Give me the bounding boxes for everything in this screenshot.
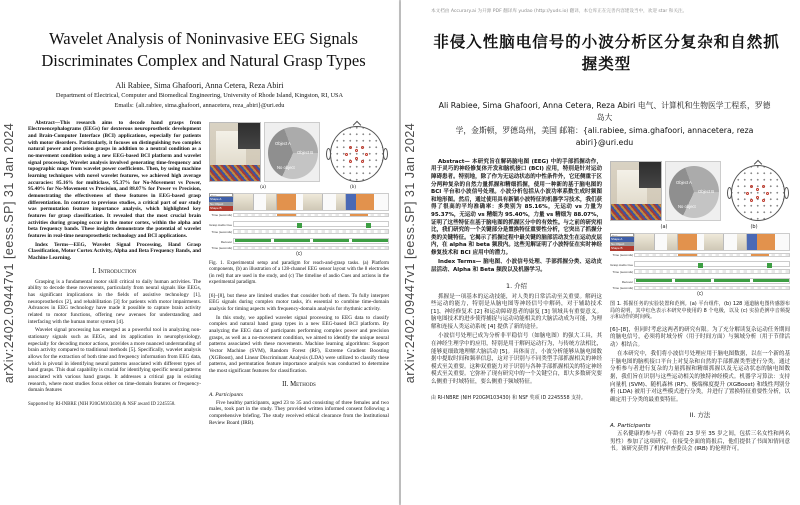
translator-note: 本文档由 Accurary.ai 为开源 PDF 翻译库 yudao (http://yuds.io) 翻译，本仓库正在完善内容建设当中，欢迎 star 和关注。 <box>431 9 688 14</box>
index-terms: Index Terms—EEG, Wavelet Signal Processing, Hand Grasp Classification, Motor Cortex Activity, Alpha and Beta Frequency Bands, and Machine Learning. <box>28 241 201 261</box>
authors-affiliation-chinese <box>435 100 774 150</box>
two-column-body-chinese <box>401 150 800 454</box>
two-column-body <box>0 111 399 427</box>
time-label-2: Time (seconds) <box>211 229 232 234</box>
audio-cue-marker <box>297 223 302 228</box>
time-label-1: Time (seconds) <box>211 213 232 218</box>
arxiv-watermark: arXiv:2402.09447v1 [eess.SP] 31 Jan 2024 <box>2 122 16 383</box>
cue-legend <box>209 193 233 211</box>
grasp-highlight-orange <box>757 234 775 250</box>
legend-object-a: Shape A <box>209 197 233 202</box>
pie-label-object-a: Object A <box>676 179 692 185</box>
affiliation-line: Department of Electrical, Computer and Biomedical Engineering, University of Rhode Island, Kingston, RI, USA <box>55 91 344 99</box>
cue-gap <box>655 234 667 250</box>
authors-line1: Ali Rabiee, Sima Ghafoori, Anna Cetera, Reza Abiri 电气、计算机和生物医学工程系，罗德岛大 <box>438 101 771 123</box>
section-heading-methods: II. Methods <box>282 380 316 388</box>
grasp-audio-row <box>209 221 389 227</box>
col2-paragraph-2: In this study, we applied wavelet signal processing to EEG data to classify complex and natural hand grasp types in a new EEG-based BCI platform. By analyzing the EEG data of participants performing complex power and precision grasps, as well as a no-movement condition, we aimed to identify the unique neural patterns associated with these movements. Machine learning algorithms: Support Vector Machine (SVM), Random Forest (RF), Extreme Gradient Boosting (XGBoost), and Linear Discriminant Analysis (LDA) were utilized to classify these patterns, and permutation feature importance analysis was conducted to determine the most significant features for classification. <box>209 314 389 374</box>
red-electrode <box>750 199 753 202</box>
red-electrode <box>746 192 749 195</box>
red-electrode <box>361 160 364 163</box>
participants-paragraph-chinese: 五名健康的参与者（年龄在 23 岁至 35 岁之间，包括三名女性和两名男性）参加了这项研究。在接受全面的简报后，他们提供了书面知情同意书。该研究获得了机构审查委员会 (IRB) 的伦理许可。 <box>610 431 790 453</box>
eeg-sensor-layout-diagram <box>726 161 790 223</box>
cue-gap <box>254 194 266 210</box>
paper-title-line1: Wavelet Analysis of Noninvasive EEG Signals <box>49 29 358 48</box>
column2-text-chinese <box>610 327 790 455</box>
rest-block <box>313 239 349 242</box>
column-left <box>28 120 201 427</box>
red-electrode <box>355 149 358 152</box>
column2-text <box>209 293 389 427</box>
grasp-audio-row <box>610 261 790 267</box>
col2-paragraph-1-chinese: [6]–[8]，但同时考虑这两者的研究有限。为了充分解读复杂运动任务期间的脑电信号，必须将时域分析（用于时间方面）与频域分析（用于节律活动）相结合。 <box>610 326 790 348</box>
electrode-grid <box>731 165 785 221</box>
red-electrode <box>756 196 759 199</box>
audio-cue-marker <box>767 263 772 268</box>
paper-title-chinese: 非侵入性脑电信号的小波分析区分复杂和自然抓握类型 <box>433 33 780 73</box>
eeg-sensor-layout-diagram <box>325 122 389 184</box>
cue-gap <box>697 234 705 250</box>
cue-photo-strip <box>233 193 389 211</box>
section-heading-intro-chinese: 1. 介绍 <box>506 281 527 290</box>
section-heading-methods-chinese: II. 方法 <box>689 411 711 420</box>
time-axis-row-3 <box>610 286 790 291</box>
intro-paragraph-2: Wavelet signal processing has emerged as a powerful tool in analyzing non-stationary signals such as EEGs, and its application in neurophysiology, especially for decoding motor actions, provides a more nuanced understanding of brain activity compared to traditional methods [5]. Specifically, wavelet analysis allows for the extraction of both time and frequency information from EEG data, which is pivotal in identifying neural patterns associated with different types of hand grasps. This dual capability is crucial for identifying specific neural patterns associated with various hand grasps. It addresses a critical gap in existing research, where most studies focus either on time-domain features or frequency-domain features <box>28 327 201 394</box>
figure-panels-a-b <box>209 122 389 184</box>
cue-thumbnail <box>303 194 323 210</box>
grasp-highlight-blue <box>747 234 756 250</box>
pie-label-no-object: No object <box>678 203 696 209</box>
rest-strip <box>233 238 389 244</box>
time-ticks-1 <box>233 213 389 218</box>
time-label-2: Time (seconds) <box>612 269 633 274</box>
object-pie-diagram <box>264 122 320 182</box>
abstract-paragraph: Abstract—This research aims to decode hand grasps from Electroencephalograms (EEGs) for dexterous neuroprosthetic development and Brain-Computer Interface (BCI) applications, especially for patients with motor disorders. Particularly, it focuses on distinguishing two complex natural power and precision grasps in addition to a neutral condition as a no-movement condition using a new EEG-based BCI platform and wavelet signal processing. Wavelet analysis involved generating time-frequency and topographic maps from wavelet power coefficients. Then, by using machine learning techniques with novel wavelet features, we achieved high average accuracies: 85.16% for multiclass, 95.37% for No-Movement vs Power, 95.40% for No-Movement vs Precision, and 88.07% for Power vs Precision, demonstrating the effectiveness of these features in EEG-based grasp differentiation. In contrast to previous studies, a critical part of our study was permutation feature importance analysis, which highlighted key features for grasp classification. It revealed that the most crucial brain activities during grasping occur in the motor cortex, within the alpha and beta frequency bands. These insights demonstrate the potential of wavelet features in real-time neuroprosthetic technology and BCI applications. <box>28 119 201 239</box>
page-english <box>0 0 399 505</box>
column-left <box>431 159 602 454</box>
support-footnote: Supported by RI-INBRE (NIH P20GM103430) & NSF award ID 2245558. <box>28 402 176 408</box>
time-axis-row-2 <box>610 269 790 274</box>
cue-gap <box>374 194 388 210</box>
pie-label-object-b: Object B <box>698 188 715 194</box>
cue-gap <box>323 194 335 210</box>
rest-row <box>610 278 790 284</box>
grasp-audio-label: Grasp Audio Cue <box>610 263 633 268</box>
legend-no-object: No Object <box>209 202 233 207</box>
red-electrode <box>355 157 358 160</box>
panel-b-label: (b) <box>750 223 758 230</box>
figure-1-caption: Fig. 1. Experimental setup and paradigm for reach-and-grasp tasks. (a) Platform components, (b) an illustration of a 128-channel EEG sensor layout with the 8 electrodes (in red) that are used in the study, and (c) The timeline of audio Cues and actions in the experimental paradigm. <box>209 261 389 286</box>
rest-label: Recover <box>220 239 232 244</box>
legend-object-a: Shape A <box>610 237 634 242</box>
time-ticks-2 <box>233 229 389 234</box>
red-electrode <box>750 185 753 188</box>
cue-gap <box>296 194 304 210</box>
legend-cue: Cue <box>209 193 233 198</box>
cue-photo-strip <box>634 233 790 251</box>
figure-panel-c-timeline <box>209 193 389 258</box>
paper-title-line2: Discriminates Complex and Natural Grasp Types <box>41 50 366 70</box>
grasp-audio-strip <box>233 221 389 227</box>
grasp-audio-strip <box>634 261 790 267</box>
panel-labels-a-b <box>610 223 790 230</box>
legend-cue: Cue <box>610 233 634 238</box>
cue-thumbnail <box>737 234 748 250</box>
panel-c-label: (c) <box>296 251 302 258</box>
red-electrode <box>349 160 352 163</box>
time-label-1: Time (seconds) <box>612 253 633 258</box>
panel-c-label: (c) <box>697 291 703 298</box>
rest-block <box>636 279 672 282</box>
rest-row <box>209 238 389 244</box>
rest-block <box>235 239 271 242</box>
grasp-audio-label: Grasp Audio Cue <box>209 223 232 228</box>
highlight-window <box>350 214 368 217</box>
grasp-highlight-orange <box>678 234 696 250</box>
red-electrode <box>361 146 364 149</box>
rest-block <box>753 279 789 282</box>
figure-panels-a-b <box>610 161 790 223</box>
figure-1-caption-chinese: 图 1. 抓握任务的实验装置和范例。(a) 平台组件，(b) 128 通道脑电图传感器布局的说明，其中红色表示本研究中使用的 8 个电极，以及 (c) 实验范例中音频提示和动作的时间线。 <box>610 301 790 321</box>
intro-paragraph-2-chinese: 小波信号处理已成为分析非平稳信号（如脑电图）的强大工具，其在神经生理学中的应用，特别是用于解码运动行为，与传统方法相比，能够更细致地理解大脑活动 [5]。具体而言，小波分析能够从脑电图数据中提取时间和频率信息，这对于识别与不同类型手部抓握相关的神经模式至关重要。这种双重能力对于识别与各种手部抓握相关的特定神经模式至关重要。它弥补了现有研究中的一个关键空白，即大多数研究要么侧重于时域特征，要么侧重于频域特征。 <box>431 333 602 385</box>
grasp-highlight-orange <box>277 194 295 210</box>
rest-block <box>352 239 388 242</box>
panel-b-label: (b) <box>350 184 356 190</box>
authors-line: Ali Rabiee, Sima Ghafoori, Anna Cetera, Reza Abiri <box>115 80 284 90</box>
platform-photo-image <box>209 122 261 182</box>
arxiv-watermark: arXiv:2402.09447v1 [eess.SP] 31 Jan 2024 <box>403 122 417 383</box>
figure-1 <box>209 122 389 258</box>
cue-thumbnail <box>336 194 347 210</box>
subsection-participants-chinese: A. Participants <box>610 423 651 430</box>
page-chinese <box>401 0 800 505</box>
red-electrode <box>762 185 765 188</box>
panel-labels-a-b <box>209 184 389 190</box>
support-footnote-chinese: 由 RI-INBRE (NIH P20GM103430) 和 NSF 奖项 ID 2245558 支持。 <box>431 395 586 402</box>
time-ticks-3 <box>634 286 790 291</box>
rest-block <box>675 279 711 282</box>
cue-thumbnail <box>667 234 678 250</box>
time-axis-row-3 <box>209 246 389 251</box>
cue-row <box>610 233 790 251</box>
participants-paragraph: Five healthy participants, aged 23 to 35 and consisting of three females and two males, took part in the study. They provided written informed consent following a comprehensive briefing. The study received ethical clearance from the Institutional Review Board (IRB). <box>209 399 389 426</box>
time-ticks-1 <box>634 253 790 258</box>
time-axis-row-1 <box>610 253 790 258</box>
time-label-3: Time (seconds) <box>211 246 232 251</box>
column-right <box>209 120 389 427</box>
figure-panel-c-timeline <box>610 233 790 298</box>
red-electrode <box>349 146 352 149</box>
panel-a-label: (a) <box>660 223 668 230</box>
legend-object-b: Shape B <box>209 206 233 211</box>
electrode-grid <box>330 126 384 182</box>
emails-line: Emails: {ali.rabiee, sima.ghafoori, annacetera, reza_abiri}@uri.edu <box>114 102 285 110</box>
figure-1-chinese <box>610 161 790 298</box>
rest-block <box>714 279 750 282</box>
red-electrode <box>365 153 368 156</box>
abstract-paragraph-chinese: Abstract— 本研究旨在解码脑电图 (EEG) 中的手部抓握动作，用于灵巧的神经修复体开发和脑机接口 (BCI) 应用，特别是针对运动障碍患者。特别地，除了作为无运动状态的中性条件外，它还侧重于区分两种复杂的自然力量抓握和精细抓握，使用一种新的基于脑电图的 BCI 平台和小波信号处理。小波分析包括从小波功率系数生成时频图和地形图。然后，通过使用具有新颖小波特征的机器学习技术，我们获得了很高的平均准确率：多类别为 85.16%，无运动 vs 力量为 95.37%，无运动 vs 精细为 95.40%，力量 vs 精细为 88.07%，证明了这些特征在基于脑电图的抓握区分中的有效性。与之前的研究相比，我们研究的一个关键部分是置换特征重要性分析，它突出了抓握分类的关键特征。它揭示了抓握过程中最关键的脑部活动发生在运动皮层内，在 alpha 和 beta 频段内。这些见解证明了小波特征在实时神经修复技术和 BCI 应用中的潜力。 <box>431 158 602 256</box>
panel-a-label: (a) <box>260 184 266 190</box>
section-heading-introduction: I. Introduction <box>92 267 137 275</box>
grasp-highlight-orange <box>356 194 374 210</box>
column-right <box>610 159 790 454</box>
time-ticks-2 <box>634 269 790 274</box>
cue-row <box>209 193 389 211</box>
pie-label-object-a: Object A <box>275 140 291 146</box>
rest-strip <box>634 278 790 284</box>
red-electrode <box>345 153 348 156</box>
grasp-highlight-blue <box>346 194 355 210</box>
audio-cue-marker <box>698 263 703 268</box>
audio-cue-marker <box>366 223 371 228</box>
red-electrode <box>766 192 769 195</box>
intro-paragraph-1-chinese: 抓握是一项基本的运动技能，对人类的日常活动至关重要。解码这些运动的能力，特别是从脑电图等神经信号中解码，对于辅助技术 [1]、神经修复术 [2] 和运动障碍患者的康复 [3] 领域具有重要意义。脑电图技术的进步使得捕捉与运动功能相关的大脑活动成为可能，为理解和连接人类运动系统 [4] 提供了新的途径。 <box>431 293 602 330</box>
rest-block <box>274 239 310 242</box>
col2-paragraph-1: [6]–[8], but these are limited studies that consider both of them. To fully interpret EEG signals during complex motor tasks, it's essential to combine time-domain analysis for timing aspects with frequency-domain analysis for rhythmic activity. <box>209 292 389 312</box>
pie-label-object-b: Object B <box>297 149 314 155</box>
legend-object-b: Shape B <box>610 246 634 251</box>
time-axis-row-2 <box>209 229 389 234</box>
red-electrode <box>756 188 759 191</box>
subsection-participants: A. Participants <box>209 391 243 398</box>
highlight-window <box>277 214 295 217</box>
cue-legend <box>610 233 634 251</box>
time-ticks-3 <box>233 246 389 251</box>
col2-paragraph-2-chinese: 在本研究中，我们将小波信号处理应用于脑电图数据，以在一个新的基于脑电图的脑机接口平台上对复杂和自然的手部抓握类型进行分类。通过分析参与者进行复杂的力量抓握和精细抓握以及无运动状态的脑电图数据，我们旨在识别与这些运动相关的独特神经模式。机器学习算法：支持向量机 (SVM)、随机森林 (RF)、极端梯度提升 (XGBoost) 和线性判别分析 (LDA) 被用于对这些模式进行分类，并进行了置换特征重要性分析，以确定用于分类的最重要特征。 <box>610 351 790 403</box>
cue-thumbnail <box>635 234 655 250</box>
cue-thumbnail <box>266 194 277 210</box>
time-label-3: Time (seconds) <box>612 286 633 291</box>
highlight-window <box>751 254 769 257</box>
pie-label-no-object: No object <box>277 164 295 170</box>
cue-thumbnail <box>234 194 254 210</box>
platform-photo-image <box>610 161 662 221</box>
time-axis-row-1 <box>209 213 389 218</box>
cue-thumbnail <box>704 234 724 250</box>
object-pie-diagram <box>665 161 721 221</box>
intro-paragraph-1: Grasping is a fundamental motor skill critical to daily human activities. The ability to decode these movements, particularly from neural signals like EEGs, has significant implications in the fields of assistive technology [1], neuroprosthetics [2], and rehabilitation [3] for patients with motor impairments. Advances in EEG technology have made it possible to capture brain activity related to motor functions, offering new avenues for understanding and interfacing with the human motor system [4]. <box>28 278 201 325</box>
highlight-window <box>678 254 696 257</box>
legend-no-object: No Object <box>610 242 634 247</box>
index-terms-chinese: Index Terms— 脑电图、小波信号处理、手部抓握分类、运动皮层活动、Alpha 和 Beta 频段以及机器学习。 <box>431 259 602 273</box>
authors-line2: 学，金斯顿，罗德岛州，美国 邮箱：{ali.rabiee, sima.ghafoori, annacetera, reza abiri}@uri.edu <box>455 125 754 148</box>
cue-gap <box>724 234 736 250</box>
red-electrode <box>762 199 765 202</box>
rest-label: Recover <box>621 279 633 284</box>
paper-title <box>38 28 369 72</box>
cue-gap <box>775 234 789 250</box>
